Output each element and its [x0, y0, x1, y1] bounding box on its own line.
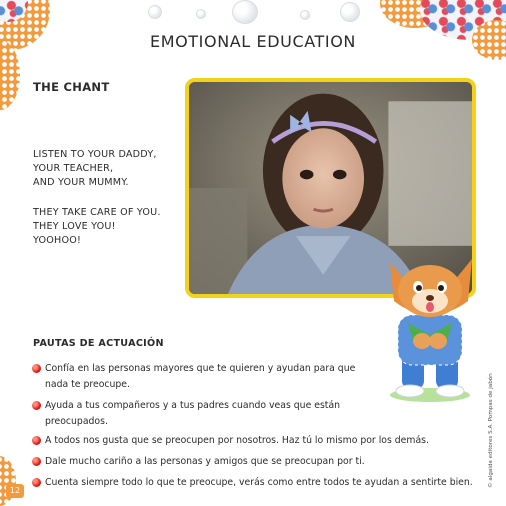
page-title: EMOTIONAL EDUCATION: [150, 32, 356, 51]
chant-title: THE CHANT: [33, 80, 110, 94]
guideline-text: Confía en las personas mayores que te quieren y ayudan para que: [45, 363, 356, 374]
chant-line: THEY TAKE CARE OF YOU.: [33, 207, 161, 218]
bullet-icon: [32, 457, 41, 466]
bubble-decoration: [148, 5, 162, 19]
guidelines-title: PAUTAS DE ACTUACIÓN: [33, 338, 164, 349]
guideline-item: [32, 433, 482, 449]
guideline-item: [32, 475, 502, 491]
bullet-icon: [32, 478, 41, 487]
page-number: 12: [6, 484, 24, 498]
chant-line: LISTEN TO YOUR DADDY,: [33, 149, 157, 160]
corner-dots-bottom-left: [0, 456, 16, 506]
guideline-text: A todos nos gusta que se preocupen por nosotros. Haz tú lo mismo por los demás.: [45, 435, 429, 446]
bubble-decoration: [300, 10, 310, 20]
cat-mascot-illustration: [376, 245, 484, 405]
guideline-text-continued: nada te preocupe.: [45, 378, 130, 390]
bubble-decoration: [196, 9, 206, 19]
copyright-notice: © algaida editores S.A. Pompas de jabón: [488, 373, 494, 488]
guideline-item: [32, 454, 482, 470]
guideline-text: Cuenta siempre todo lo que te preocupe, verás como entre todos te ayudan a sentirte bien.: [45, 477, 473, 488]
chant-line: AND YOUR MUMMY.: [33, 177, 129, 188]
bullet-icon: [32, 401, 41, 410]
bullet-icon: [32, 364, 41, 373]
chant-line: YOUR TEACHER,: [33, 163, 114, 174]
bubble-decoration: [232, 0, 258, 24]
guideline-text: Ayuda a tus compañeros y a tus padres cuando veas que están: [45, 400, 341, 411]
bullet-icon: [32, 436, 41, 445]
guideline-item: [32, 361, 372, 392]
bubble-decoration: [340, 2, 360, 22]
chant-line: YOOHOO!: [33, 235, 82, 246]
guideline-item: [32, 398, 372, 429]
guideline-text-continued: preocupados.: [45, 415, 108, 427]
guideline-text: Dale mucho cariño a las personas y amigos que se preocupan por ti.: [45, 456, 365, 467]
chant-line: THEY LOVE YOU!: [33, 221, 116, 232]
